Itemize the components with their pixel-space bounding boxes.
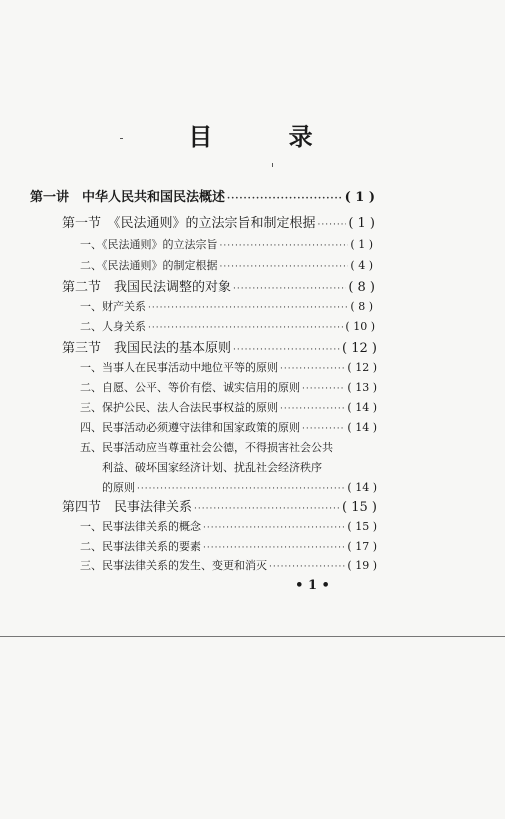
scan-speck [272, 163, 273, 167]
toc-entry-label: 三、保护公民、法人合法民事权益的原则 [80, 401, 278, 414]
scan-edge-line [0, 636, 505, 637]
toc-entry-page: ( 8 ) [348, 280, 375, 295]
toc-entry-item[interactable] [80, 298, 373, 314]
toc-entry-page: ( 14 ) [347, 401, 377, 414]
toc-entry-item[interactable] [80, 419, 377, 435]
toc-entry-label: 第三节 我国民法的基本原则 [62, 341, 232, 356]
leader-dots [302, 384, 345, 394]
toc-entry-page: ( 19 ) [347, 559, 377, 572]
leader-dots [220, 262, 349, 272]
toc-entry-label: 二、民事法律关系的要素 [80, 540, 201, 553]
toc-entry-label: 四、民事活动必须遵守法律和国家政策的原则 [80, 421, 300, 434]
leader-dots [220, 241, 349, 251]
toc-entry-item[interactable] [80, 236, 373, 252]
toc-entry-label: 二、《民法通则》的制定根据 [80, 259, 218, 272]
toc-entry-label: 第一讲 中华人民共和国民法概述 [30, 190, 226, 205]
toc-entry-item[interactable] [80, 359, 377, 375]
toc-entry-page: ( 4 ) [350, 259, 373, 272]
leader-dots [137, 484, 345, 494]
toc-entry-page: ( 17 ) [347, 540, 377, 553]
toc-entry-section-1[interactable] [62, 212, 375, 231]
toc-entry-label: 二、人身关系 [80, 320, 146, 333]
toc-entry-section-2[interactable] [62, 276, 375, 295]
toc-entry-item[interactable] [80, 257, 373, 273]
toc-entry-section-4[interactable] [62, 496, 377, 515]
leader-dots [302, 424, 345, 434]
toc-entry-page: ( 1 ) [348, 216, 375, 231]
toc-entry-label: 第四节 民事法律关系 [62, 500, 193, 515]
toc-entry-label: 第一节 《民法通则》的立法宗旨和制定根据 [62, 216, 316, 231]
toc-entry-label: 一、当事人在民事活动中地位平等的原则 [80, 361, 278, 374]
toc-entry-page: ( 15 ) [347, 520, 377, 533]
scan-speck [120, 138, 123, 139]
toc-entry-page: ( 12 ) [347, 361, 377, 374]
toc-entry-page: ( 13 ) [347, 381, 377, 394]
toc-entry-label[interactable]: 五、民事活动应当尊重社会公德，不得损害社会公共 [80, 441, 333, 454]
leader-dots [318, 220, 347, 230]
page-title: 目 录 [188, 122, 347, 151]
page-number: • 1 • [295, 578, 330, 593]
leader-dots [280, 404, 345, 414]
toc-entry-page: ( 14 ) [347, 481, 377, 494]
leader-dots [233, 284, 346, 294]
toc-entry-lecture-1[interactable] [30, 186, 375, 205]
toc-entry-page: ( 12 ) [342, 341, 377, 356]
leader-dots [148, 323, 343, 333]
leader-dots [233, 345, 340, 355]
toc-entry-item[interactable] [80, 379, 377, 395]
toc-entry-item[interactable] [80, 318, 375, 334]
toc-entry-item[interactable] [80, 518, 377, 534]
toc-entry-page: ( 1 ) [350, 238, 373, 251]
toc-entry-label: 第二节 我国民法调整的对象 [62, 280, 232, 295]
toc-entry-item[interactable] [80, 399, 377, 415]
leader-dots [280, 364, 345, 374]
toc-entry-item[interactable] [80, 538, 377, 554]
toc-entry-page: ( 8 ) [350, 300, 373, 313]
leader-dots [148, 303, 348, 313]
leader-dots [194, 504, 340, 514]
toc-entry-item[interactable] [80, 557, 377, 573]
leader-dots [227, 194, 343, 204]
toc-entry-label: 三、民事法律关系的发生、变更和消灭 [80, 559, 267, 572]
toc-entry-label: 一、民事法律关系的概念 [80, 520, 201, 533]
toc-entry-page: ( 1 ) [344, 190, 375, 205]
toc-entry-page: ( 15 ) [342, 500, 377, 515]
toc-entry-section-3[interactable] [62, 337, 377, 356]
leader-dots [269, 562, 345, 572]
toc-entry-label: 二、自愿、公平、等价有偿、诚实信用的原则 [80, 381, 300, 394]
toc-entry-page: ( 14 ) [347, 421, 377, 434]
leader-dots [203, 543, 345, 553]
toc-entry-label-continued: 利益、破坏国家经济计划、扰乱社会经济秩序 [102, 461, 322, 474]
toc-entry-label-continued: 的原则 [102, 481, 135, 494]
toc-entry-label: 一、财产关系 [80, 300, 146, 313]
toc-entry-page: ( 10 ) [345, 320, 375, 333]
toc-entry-label: 一、《民法通则》的立法宗旨 [80, 238, 218, 251]
toc-entry-item[interactable] [102, 479, 377, 495]
leader-dots [203, 523, 345, 533]
